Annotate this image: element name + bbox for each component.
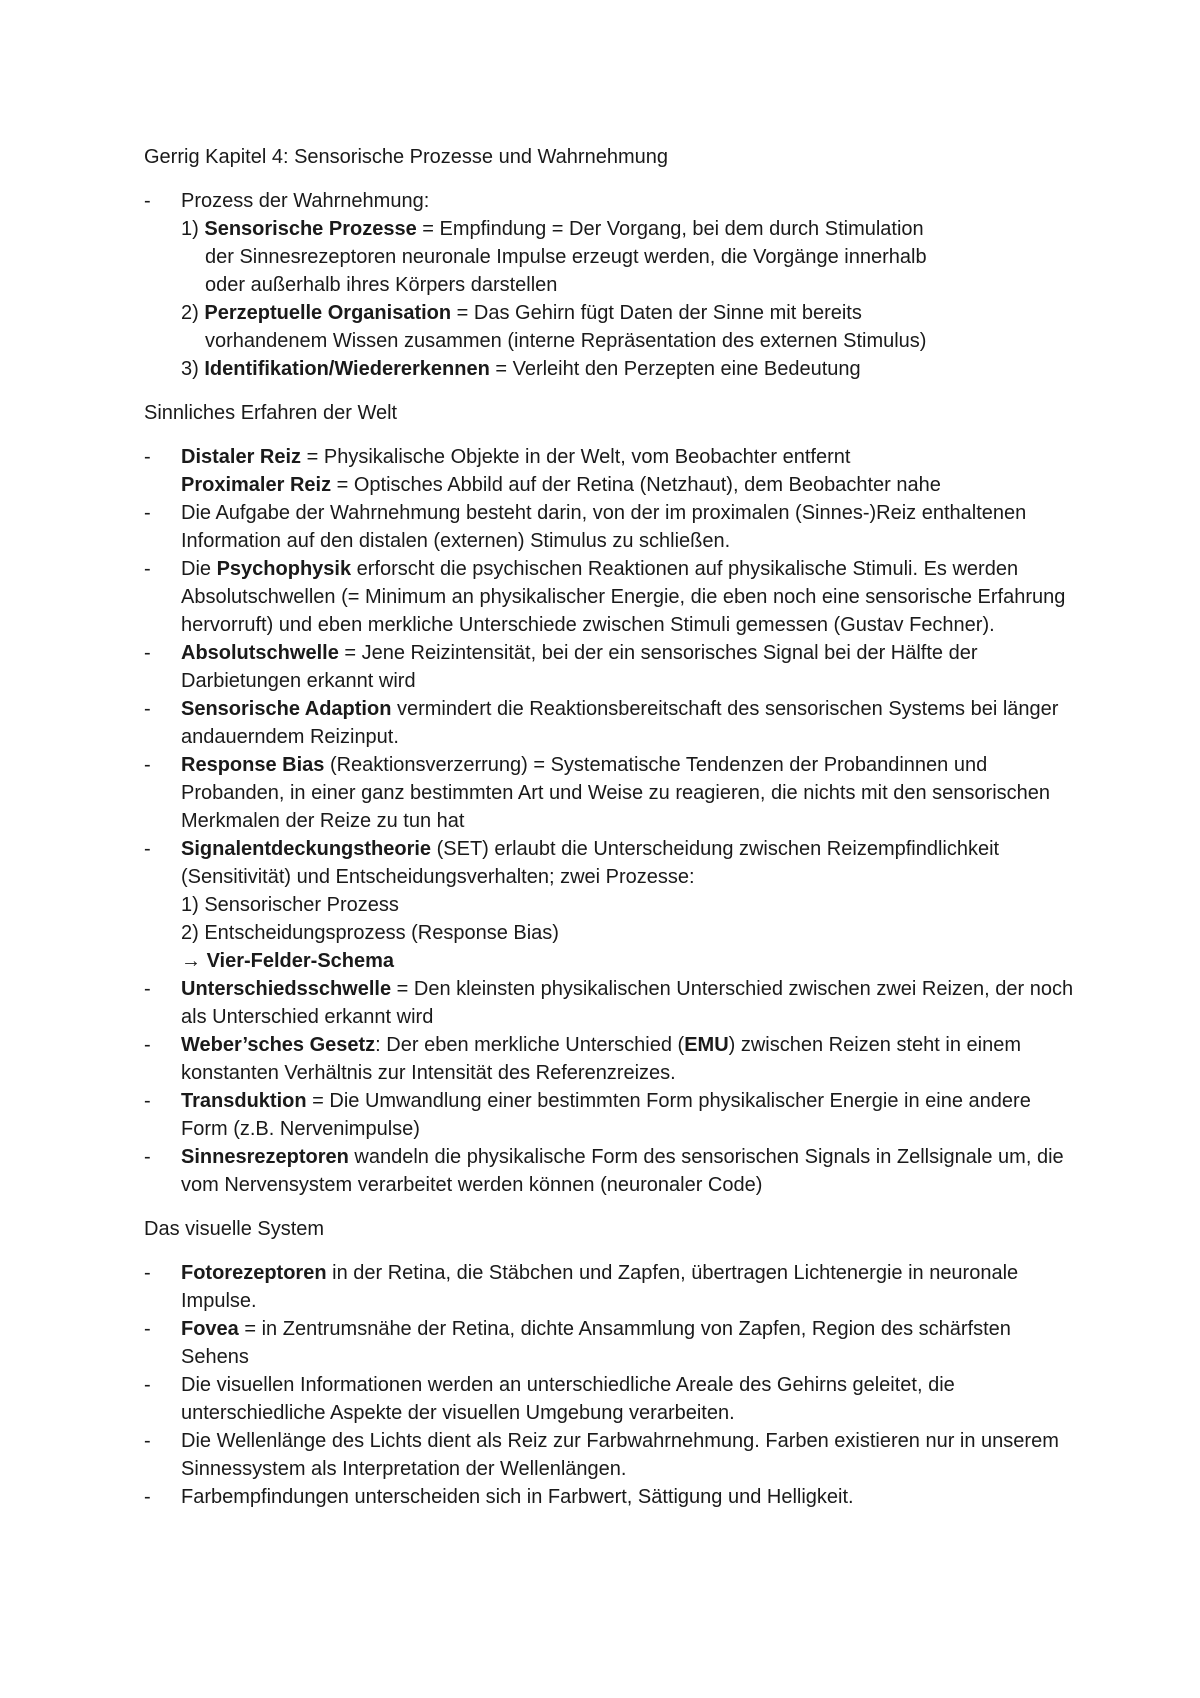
list-item: - Sinnesrezeptoren wandeln die physikalische Form des sensorischen Signals in Zellsignale um, die vom Nervensystem verarbeitet werden können (neuronaler Code): [144, 1146, 1064, 1196]
term-emu: EMU: [684, 1034, 729, 1056]
process-step-2: 2) Perzeptuelle Organisation = Das Gehirn fügt Daten der Sinne mit bereits vorhandenem Wissen zusammen (interne Repräsentation des externen Stimulus): [181, 302, 927, 352]
term-transduktion: Transduktion: [181, 1090, 307, 1112]
list-item: - Signalentdeckungstheorie (SET) erlaubt die Unterscheidung zwischen Reizempfindlichkeit (Sensitivität) und Entscheidungsverhalten; zwei Prozesse: 1) Sensorischer Prozess 2) Entscheidungsprozess (Response Bias) → Vier-Felder-Schema: [144, 838, 1000, 972]
list-item: - Die Wellenlänge des Lichts dient als Reiz zur Farbwahrnehmung. Farben existieren nur in unserem Sinnessystem als Interpretation der Wellenlängen.: [144, 1430, 1059, 1480]
list-item: - Unterschiedsschwelle = Den kleinsten physikalischen Unterschied zwischen zwei Reizen, der noch als Unterschied erkannt wird: [144, 978, 1074, 1028]
process-step-1: 1) Sensorische Prozesse = Empfindung = Der Vorgang, bei dem durch Stimulation der Sinnesrezeptoren neuronale Impulse erzeugt werden, die Vorgänge innerhalb oder außerhalb ihres Körpers darstellen: [181, 218, 927, 296]
list-item: - Fovea = in Zentrumsnähe der Retina, dichte Ansammlung von Zapfen, Region des schärfsten Sehens: [144, 1318, 1011, 1368]
process-list: [144, 187, 1080, 383]
arrow-icon: →: [181, 950, 207, 972]
list-item: - Die Psychophysik erforscht die psychischen Reaktionen auf physikalische Stimuli. Es werden Absolutschwellen (= Minimum an physikalischer Energie, die eben noch eine sensorische Erfahrung hervorruft) und eben merkliche Unterschiede zwischen Stimuli gemessen (Gustav Fechner).: [144, 558, 1066, 636]
term-fovea: Fovea: [181, 1318, 239, 1340]
section-heading-sinnliches-erfahren: Sinnliches Erfahren der Welt: [144, 402, 398, 424]
list-item: - Response Bias (Reaktionsverzerrung) = Systematische Tendenzen der Probandinnen und Probanden, in einer ganz bestimmten Art und Weise zu reagieren, die nichts mit den sensorischen Merkmalen der Reize zu tun hat: [144, 754, 1051, 832]
visuelles-system-list: [144, 1259, 1080, 1511]
term-absolutschwelle: Absolutschwelle: [181, 642, 339, 664]
term-proximaler-reiz: Proximaler Reiz: [181, 474, 332, 496]
list-item: - Distaler Reiz = Physikalische Objekte in der Welt, vom Beobachter entfernt Proximaler Reiz = Optisches Abbild auf der Retina (Netzhaut), dem Beobachter nahe: [144, 446, 941, 496]
bullet-dash: -: [144, 190, 151, 212]
term-unterschiedsschwelle: Unterschiedsschwelle: [181, 978, 392, 1000]
list-item: - Die visuellen Informationen werden an unterschiedliche Areale des Gehirns geleitet, die unterschiedliche Aspekte der visuellen Umgebung verarbeiten.: [144, 1374, 955, 1424]
term-signalentdeckungstheorie: Signalentdeckungstheorie: [181, 838, 432, 860]
list-item: - Farbempfindungen unterscheiden sich in Farbwert, Sättigung und Helligkeit.: [144, 1486, 854, 1508]
term-response-bias: Response Bias: [181, 754, 325, 776]
process-intro: Prozess der Wahrnehmung:: [181, 190, 430, 212]
list-item: - Sensorische Adaption vermindert die Reaktionsbereitschaft des sensorischen Systems bei länger andauerndem Reizinput.: [144, 698, 1059, 748]
document-title: Gerrig Kapitel 4: Sensorische Prozesse und Wahrnehmung: [144, 146, 668, 168]
list-item: - Die Aufgabe der Wahrnehmung besteht darin, von der im proximalen (Sinnes-)Reiz enthaltenen Information auf den distalen (externen) Stimulus zu schließen.: [144, 502, 1027, 552]
sinnliches-erfahren-list: [144, 443, 1080, 1199]
term-fotorezeptoren: Fotorezeptoren: [181, 1262, 327, 1284]
term-webersches-gesetz: Weber’sches Gesetz: [181, 1034, 376, 1056]
term-identifikation: Identifikation/Wiedererkennen: [204, 358, 490, 380]
list-item: - Fotorezeptoren in der Retina, die Stäbchen und Zapfen, übertragen Lichtenergie in neuronale Impulse.: [144, 1262, 1019, 1312]
list-item: - Weber’sches Gesetz: Der eben merkliche Unterschied (EMU) zwischen Reizen steht in einem konstanten Verhältnis zur Intensität des Referenzreizes.: [144, 1034, 1021, 1084]
term-sinnesrezeptoren: Sinnesrezeptoren: [181, 1146, 349, 1168]
list-item: [144, 187, 1080, 383]
term-psychophysik: Psychophysik: [216, 558, 352, 580]
term-distaler-reiz: Distaler Reiz: [181, 446, 302, 468]
term-vier-felder-schema: Vier-Felder-Schema: [206, 950, 395, 972]
list-item: - Absolutschwelle = Jene Reizintensität, bei der ein sensorisches Signal bei der Hälfte der Darbietungen erkannt wird: [144, 642, 978, 692]
section-heading-visuelles-system: Das visuelle System: [144, 1218, 325, 1240]
list-item: - Transduktion = Die Umwandlung einer bestimmten Form physikalischer Energie in eine andere Form (z.B. Nervenimpulse): [144, 1090, 1031, 1140]
process-step-3: 3) Identifikation/Wiedererkennen = Verleiht den Perzepten eine Bedeutung: [181, 358, 861, 380]
term-sensorische-prozesse: Sensorische Prozesse: [204, 218, 417, 240]
term-perzeptuelle-organisation: Perzeptuelle Organisation: [204, 302, 452, 324]
term-sensorische-adaption: Sensorische Adaption: [181, 698, 392, 720]
